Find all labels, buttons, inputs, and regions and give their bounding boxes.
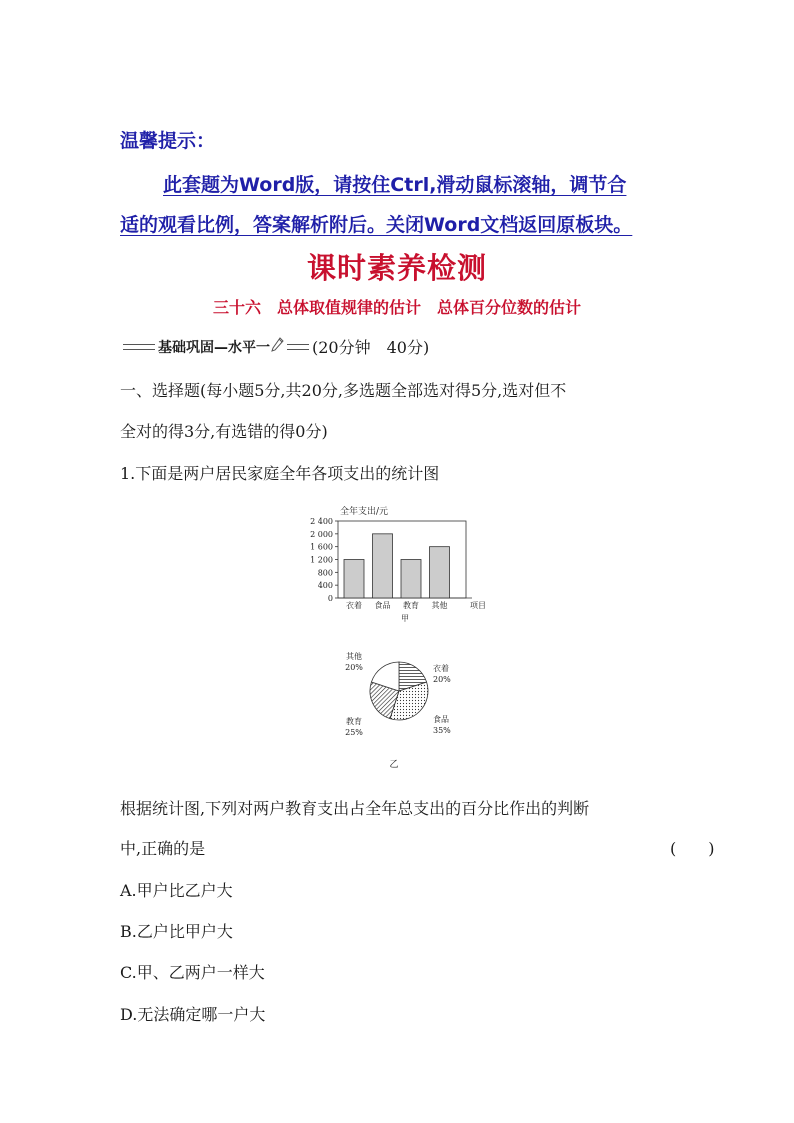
x-tick-label: 衣着 [346,601,362,610]
slice-value-label: 20% [345,663,363,672]
y-axis-label: 全年支出/元 [340,507,389,517]
bar-chart-jia [300,500,500,625]
tip-line-2: 适的观看比例，答案解析附后。关闭Word文档返回原板块。 [120,214,633,236]
level-banner [120,335,429,358]
option-b[interactable]: B.乙户比甲户大 [120,922,233,941]
bar [373,534,393,598]
question-ask-line1: 根据统计图,下列对两户教育支出占全年总支出的百分比作出的判断 [120,799,590,818]
bar [401,560,421,599]
slice-value-label: 25% [345,728,363,737]
x-tick-label: 食品 [374,601,391,610]
y-tick-label: 2 000 [310,529,333,539]
section-instructions-line1: 一、选择题(每小题5分,共20分,多选题全部选对得5分,选对但不 [120,381,567,400]
chart-caption: 乙 [389,760,399,770]
y-tick-label: 1 600 [310,542,333,552]
x-axis-label: 项目 [470,601,486,610]
page-subtitle: 三十六 总体取值规律的估计 总体百分位数的估计 [212,298,581,317]
section-instructions-line2: 全对的得3分,有选错的得0分) [120,422,328,441]
pencil-icon [270,337,284,357]
y-tick-label: 800 [317,568,333,578]
slice-value-label: 35% [433,726,451,735]
question-ask-line2: 中,正确的是 [120,839,206,858]
x-tick-label: 教育 [403,601,419,610]
slice-label: 食品 [433,715,449,724]
double-rule-right [287,344,309,350]
level-label: 基础巩固—水平一 [158,339,270,356]
bar [344,560,364,599]
x-tick-label: 其他 [431,601,448,610]
tip-line-1: 此套题为Word版，请按住Ctrl,滑动鼠标滚轴，调节合 [163,174,627,196]
y-tick-label: 400 [317,581,333,591]
double-rule-left [123,344,155,350]
y-tick-label: 1 200 [310,555,333,565]
slice-value-label: 20% [433,675,451,684]
option-d[interactable]: D.无法确定哪一户大 [120,1005,266,1024]
slice-label: 衣着 [433,664,449,673]
option-a[interactable]: A.甲户比乙户大 [120,881,233,900]
y-tick-label: 2 400 [310,517,333,526]
slice-label: 教育 [346,717,362,726]
bar [430,547,450,598]
answer-paren: ( ) [670,839,715,858]
y-tick-label: 0 [327,594,333,603]
option-c[interactable]: C.甲、乙两户一样大 [120,963,265,982]
slice-label: 其他 [346,652,362,661]
page-title: 课时素养检测 [306,251,487,285]
tip-title: 温馨提示： [120,130,216,152]
pie-chart-yi [330,645,470,770]
level-time: (20分钟 40分) [312,338,430,357]
question-stem: 1.下面是两户居民家庭全年各项支出的统计图 [120,464,440,483]
chart-caption: 甲 [401,614,409,623]
